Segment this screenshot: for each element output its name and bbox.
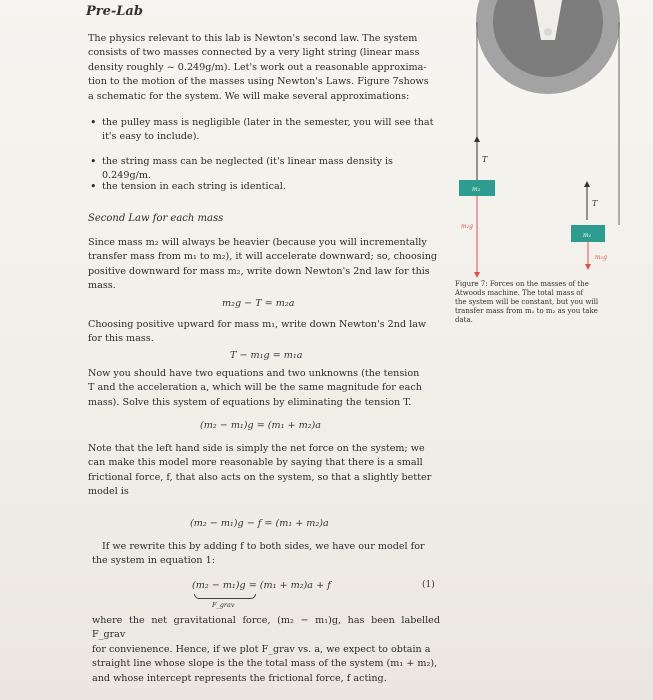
- para-line: Now you should have two equations and two unknowns (the tension: [88, 368, 420, 379]
- paragraph: [88, 318, 440, 347]
- para-line: frictional force, f, that also acts on the system, so that a slightly better: [88, 471, 432, 483]
- intro-paragraph: [88, 32, 440, 104]
- tension-arrowhead-left: [474, 136, 480, 142]
- para-line: Note that the left hand side is simply the net force on the system; we: [88, 443, 425, 454]
- equation-1: (m₂ − m₁)g = (m₁ + m₂)a + f: [192, 580, 331, 591]
- label-m1: m₁: [583, 232, 592, 239]
- para-line: mass). Solve this system of equations by eliminating the tension T.: [88, 396, 412, 408]
- caption-line: data.: [455, 316, 473, 324]
- underbrace-label: F_grav: [212, 601, 235, 609]
- intro-line: density roughly ~ 0.249g/m). Let's work out a reasonable approxima-: [88, 61, 427, 73]
- equation: T − m₁g = m₁a: [230, 350, 303, 361]
- para-line: the system in equation 1:: [92, 555, 215, 567]
- intro-line: tion to the motion of the masses using Newton's Laws. Figure 7shows: [88, 76, 429, 88]
- para-line: for this mass.: [88, 333, 154, 345]
- para-line: mass.: [88, 280, 116, 292]
- bullet-dot: •: [90, 116, 97, 129]
- bullet-dot: •: [90, 155, 97, 168]
- caption-line: Atwoods machine. The total mass of: [455, 289, 584, 297]
- tension-arrowhead-right: [584, 181, 590, 187]
- label-t-left: T: [482, 155, 488, 164]
- equation-number: (1): [422, 580, 435, 590]
- para-line: model is: [88, 486, 129, 498]
- intro-line: consists of two masses connected by a very light string (linear mass: [88, 47, 420, 59]
- section-heading: Second Law for each mass: [88, 213, 224, 224]
- paragraph: [88, 442, 440, 500]
- figure-caption: [455, 280, 625, 325]
- underbrace: [194, 594, 256, 599]
- para-line: where the net gravitational force, (m₂ − m₁)g, has been labelled F_grav: [92, 615, 440, 641]
- gravity-arrowhead-m2: [474, 272, 480, 278]
- paragraph: [88, 367, 440, 410]
- equation: m₂g − T = m₂a: [222, 298, 295, 309]
- para-line: and whose intercept represents the frictional force, f acting.: [92, 672, 387, 684]
- para-line: straight line whose slope is the the total mass of the system (m₁ + m₂),: [92, 658, 438, 670]
- label-m2: m₂: [472, 186, 481, 193]
- bullet-item: [90, 116, 440, 145]
- bullet-line: it's easy to include).: [102, 131, 200, 143]
- para-line: T and the acceleration a, which will be the same magnitude for each: [88, 382, 422, 394]
- bullet-line: the pulley mass is negligible (later in the semester, you will see that: [102, 117, 434, 128]
- bullet-dot: •: [90, 180, 97, 193]
- page-title: Pre-Lab: [86, 4, 143, 19]
- equation: (m₂ − m₁)g = (m₁ + m₂)a: [200, 420, 322, 431]
- paragraph: [92, 540, 440, 569]
- caption-line: transfer mass from m₁ to m₂ as you take: [455, 307, 598, 315]
- para-line: transfer mass from m₁ to m₂), it will accelerate downward; so, choosing: [88, 251, 438, 263]
- equation: (m₂ − m₁)g − f = (m₁ + m₂)a: [190, 518, 329, 529]
- bullet-item: [90, 180, 440, 194]
- bullet-line: the tension in each string is identical.: [102, 181, 286, 192]
- label-t-right: T: [592, 199, 598, 208]
- para-line: for convienence. Hence, if we plot F_grav vs. a, we expect to obtain a: [92, 643, 431, 655]
- para-line: If we rewrite this by adding f to both sides, we have our model for: [102, 541, 425, 552]
- pulley-axle: [544, 28, 552, 36]
- bullet-line: the string mass can be neglected (it's linear mass density is 0.249g/m.: [102, 156, 393, 182]
- para-line: can make this model more reasonable by saying that there is a small: [88, 457, 423, 469]
- para-line: Choosing positive upward for mass m₁, write down Newton's 2nd law: [88, 319, 427, 330]
- para-line: positive downward for mass m₂, write down Newton's 2nd law for this: [88, 265, 430, 277]
- label-m1g: m₁g: [595, 254, 607, 261]
- para-line: Since mass m₂ will always be heavier (because you will incrementally: [88, 237, 427, 248]
- gravity-arrowhead-m1: [585, 264, 591, 270]
- paragraph: [88, 236, 440, 294]
- intro-line: a schematic for the system. We will make several approximations:: [88, 90, 410, 102]
- paragraph: [92, 614, 440, 686]
- intro-line: The physics relevant to this lab is Newton's second law. The system: [88, 33, 418, 44]
- atwood-machine-diagram: [455, 0, 635, 280]
- caption-line: the system will be constant, but you will: [455, 298, 599, 306]
- caption-line: Figure 7: Forces on the masses of the: [455, 280, 589, 288]
- label-m2g: m₂g: [461, 223, 473, 230]
